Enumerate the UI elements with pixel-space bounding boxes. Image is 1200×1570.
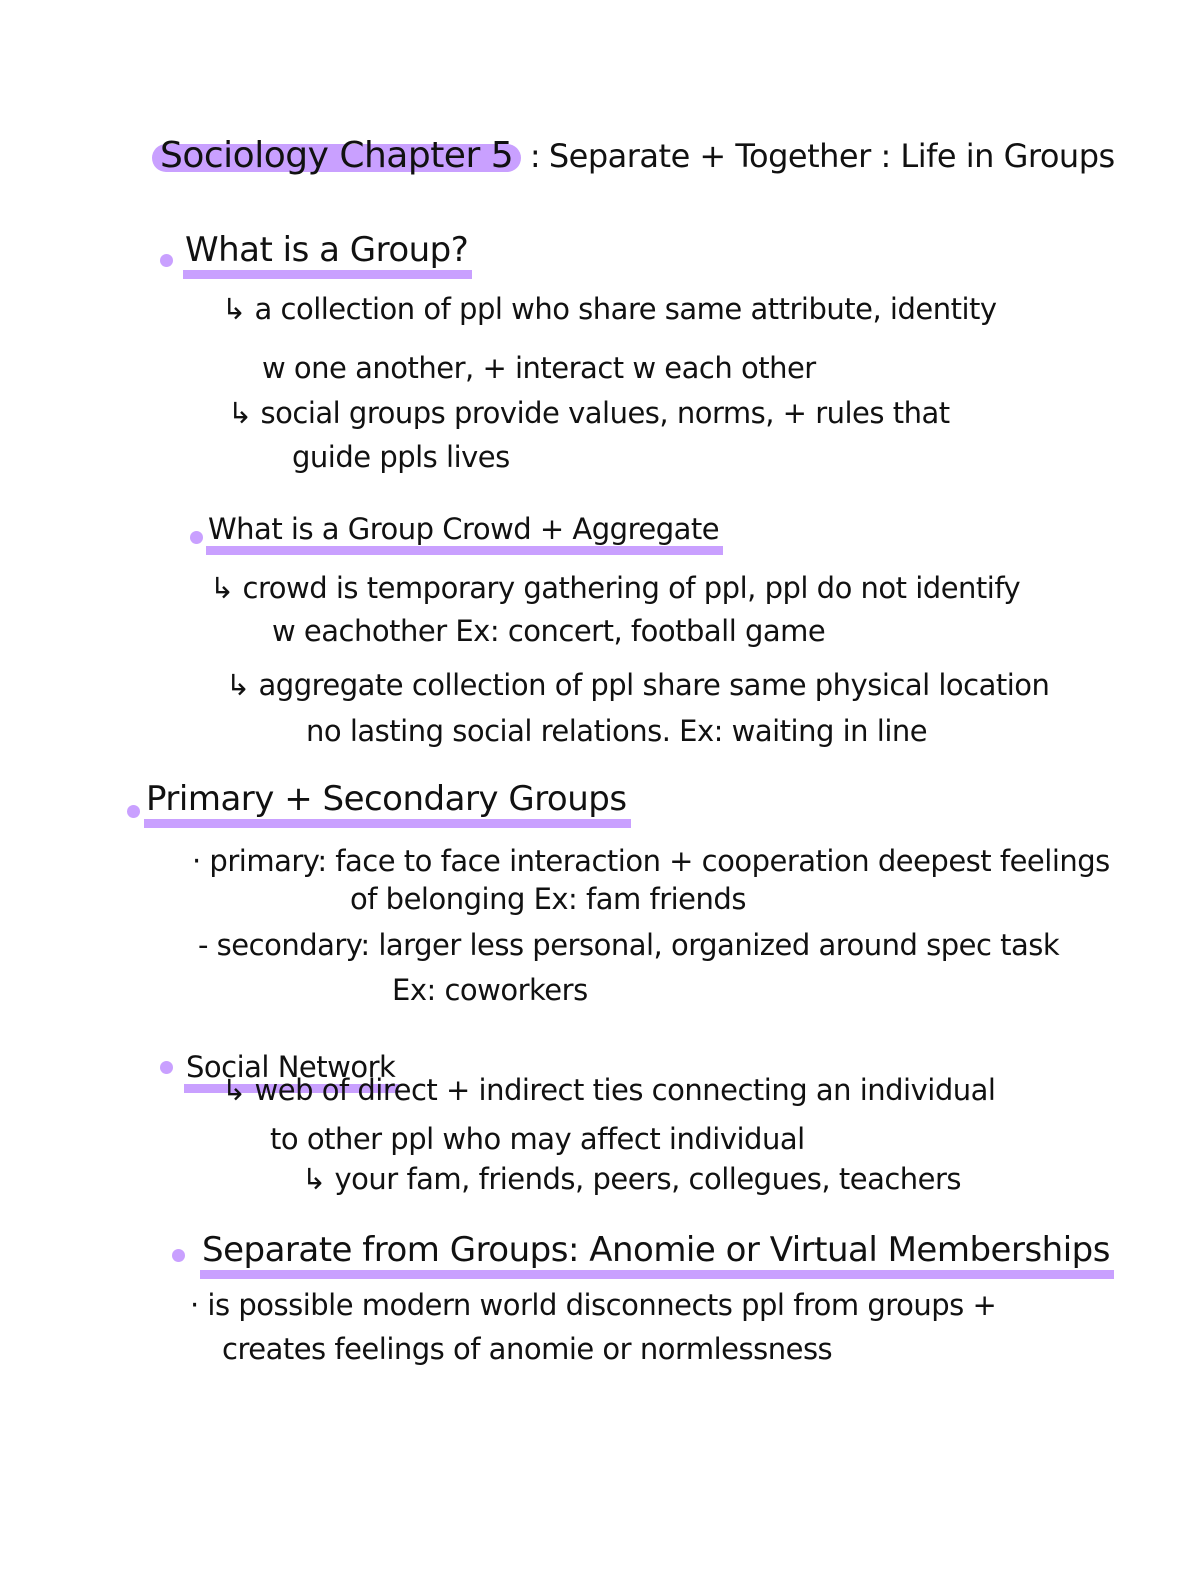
title-row [152,136,1115,176]
group-line-1: ↳ a collection of ppl who share same attribute, identity [222,292,997,326]
primary-line-1: · primary: face to face interaction + cooperation deepest feelings [192,844,1110,878]
group-line-2: w one another, + interact w each other [262,351,816,385]
primary-line-4: Ex: coworkers [392,973,588,1007]
group-line-3: ↳ social groups provide values, norms, + rules that [228,396,950,430]
bullet-dot [190,531,203,544]
bullet-dot [172,1249,185,1262]
title-subtitle: Separate + Together : Life in Groups [548,137,1115,175]
crowd-line-3: ↳ aggregate collection of ppl share same physical location [226,668,1050,702]
separate-line-1: · is possible modern world disconnects ppl from groups + [190,1288,997,1322]
crowd-line-4: no lasting social relations. Ex: waiting in line [306,714,928,748]
heading-primary-secondary: Primary + Secondary Groups [144,781,631,818]
primary-line-3: - secondary: larger less personal, organized around spec task [198,928,1060,962]
bullet-dot [160,254,173,267]
heading-crowd-aggregate: What is a Group Crowd + Aggregate [206,514,723,546]
crowd-line-1: ↳ crowd is temporary gathering of ppl, ppl do not identify [210,571,1021,605]
network-line-2: to other ppl who may affect individual [270,1122,805,1156]
network-line-3: ↳ your fam, friends, peers, collegues, teachers [302,1162,962,1196]
network-line-1: ↳ web of direct + indirect ties connecting an individual [222,1073,996,1107]
title-main: Sociology Chapter 5 [152,136,521,176]
heading-what-is-group: What is a Group? [183,232,472,269]
bullet-dot [127,805,140,818]
separate-line-2: creates feelings of anomie or normlessness [222,1332,833,1366]
heading-social-network: Social Network [184,1052,399,1084]
bullet-dot [160,1061,173,1074]
heading-separate-groups: Separate from Groups: Anomie or Virtual Memberships [200,1232,1114,1269]
title-separator: : [529,137,541,175]
group-line-4: guide ppls lives [292,440,510,474]
primary-line-2: of belonging Ex: fam friends [350,882,746,916]
crowd-line-2: w eachother Ex: concert, football game [272,614,826,648]
